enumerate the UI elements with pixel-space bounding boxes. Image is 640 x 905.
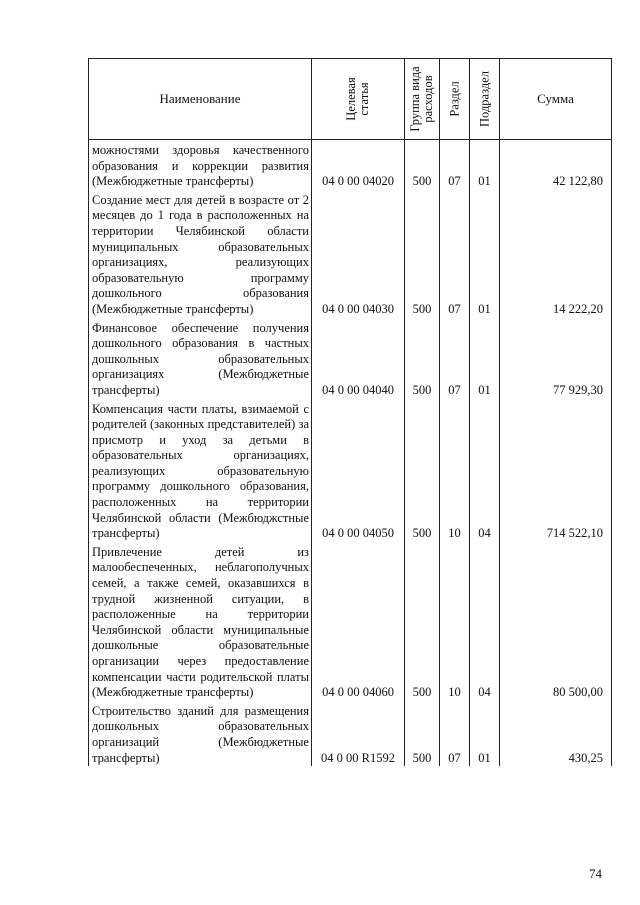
row-subsection-cell bbox=[469, 542, 499, 701]
row-section-cell bbox=[439, 190, 469, 318]
header-name: Наименование bbox=[159, 91, 241, 106]
budget-table bbox=[88, 58, 612, 766]
row-group-cell bbox=[404, 190, 439, 318]
row-code-cell bbox=[311, 318, 404, 399]
row-subsection: 04 bbox=[478, 685, 491, 700]
row-group: 500 bbox=[412, 301, 432, 316]
row-code: 04 0 00 R1592 bbox=[321, 750, 395, 765]
row-sum: 430,25 bbox=[568, 750, 603, 765]
row-code: 04 0 00 04020 bbox=[322, 174, 394, 189]
table-row bbox=[88, 542, 612, 701]
row-subsection-cell bbox=[469, 318, 499, 399]
row-group-cell bbox=[404, 701, 439, 766]
row-section-cell bbox=[439, 701, 469, 766]
page-number: 74 bbox=[589, 866, 602, 881]
row-group-cell bbox=[404, 542, 439, 701]
row-sum-cell bbox=[499, 399, 612, 542]
row-section-cell bbox=[439, 399, 469, 542]
row-subsection-cell bbox=[469, 399, 499, 542]
table-row bbox=[88, 701, 612, 766]
header-group-line2: расходов bbox=[421, 75, 435, 123]
row-code-cell bbox=[311, 140, 404, 190]
row-section-cell bbox=[439, 318, 469, 399]
row-sum-cell bbox=[499, 140, 612, 190]
header-name-cell bbox=[88, 59, 311, 139]
row-name: Финансовое обеспечение получения дошкольного образования в частных дошкольных образовательных организациях (Межбюджетные трансферты) bbox=[88, 318, 311, 399]
row-sum-cell bbox=[499, 318, 612, 399]
row-subsection-cell bbox=[469, 140, 499, 190]
header-group-cell bbox=[404, 59, 439, 139]
row-name: Компенсация части платы, взимаемой с родителей (законных представителей) за присмотр и уход за детьми в образовательных организациях, реализующих образовательную программу дошкольного образования, расположенных на территории Челябинской области (Межбюджстные трансферты) bbox=[88, 399, 311, 542]
row-code: 04 0 00 04040 bbox=[322, 382, 394, 397]
row-subsection-cell bbox=[469, 190, 499, 318]
row-section: 10 bbox=[448, 526, 461, 541]
row-section: 07 bbox=[448, 174, 461, 189]
header-section-cell bbox=[439, 59, 469, 139]
table-row bbox=[88, 190, 612, 318]
table-body bbox=[88, 140, 612, 766]
table-header bbox=[88, 58, 612, 140]
row-group: 500 bbox=[412, 685, 432, 700]
row-section: 07 bbox=[448, 750, 461, 765]
row-section: 07 bbox=[448, 301, 461, 316]
row-group-cell bbox=[404, 140, 439, 190]
header-code-line2: статья bbox=[357, 82, 371, 116]
header-section: Раздел bbox=[447, 81, 461, 117]
row-name: Строительство зданий для размещения дошкольных образовательных организаций (Межбюджетные трансферты) bbox=[88, 701, 311, 766]
row-sum-cell bbox=[499, 701, 612, 766]
header-group bbox=[409, 66, 435, 131]
table-row bbox=[88, 399, 612, 542]
row-group: 500 bbox=[412, 526, 432, 541]
row-name: Привлечение детей из малообеспеченных, неблагополучных семей, а также семей, оказавшихся в трудной жизненной ситуации, в расположенные на территории Челябинской области муниципальные дошкольные образовательные организации через предоставление компенсации части родительской платы (Межбюджетные трансферты) bbox=[88, 542, 311, 701]
header-group-line1: Группа вида bbox=[408, 66, 422, 132]
header-subsection-cell bbox=[469, 59, 499, 139]
row-subsection: 01 bbox=[478, 174, 491, 189]
row-name: Создание мест для детей в возрасте от 2 месяцев до 1 года в расположенных на территории Челябинской области муниципальных образовательных организациях, реализующих образовательную программу дошкольного образования (Межбюджетные трансферты) bbox=[88, 190, 311, 318]
header-subsection: Подраздел bbox=[477, 71, 491, 127]
header-sum: Сумма bbox=[537, 91, 574, 106]
row-sum: 42 122,80 bbox=[553, 174, 603, 189]
row-subsection: 01 bbox=[478, 750, 491, 765]
row-subsection: 01 bbox=[478, 301, 491, 316]
row-sum: 14 222,20 bbox=[553, 301, 603, 316]
row-group: 500 bbox=[412, 750, 432, 765]
table-row bbox=[88, 318, 612, 399]
row-subsection-cell bbox=[469, 701, 499, 766]
header-code-cell bbox=[311, 59, 404, 139]
row-code-cell bbox=[311, 399, 404, 542]
row-code: 04 0 00 04060 bbox=[322, 685, 394, 700]
row-section: 10 bbox=[448, 685, 461, 700]
row-section-cell bbox=[439, 542, 469, 701]
row-sum-cell bbox=[499, 190, 612, 318]
row-group: 500 bbox=[412, 174, 432, 189]
row-code: 04 0 00 04050 bbox=[322, 526, 394, 541]
row-subsection: 01 bbox=[478, 382, 491, 397]
row-sum-cell bbox=[499, 542, 612, 701]
row-code-cell bbox=[311, 701, 404, 766]
row-code-cell bbox=[311, 190, 404, 318]
row-section: 07 bbox=[448, 382, 461, 397]
row-sum: 714 522,10 bbox=[546, 526, 603, 541]
row-group: 500 bbox=[412, 382, 432, 397]
row-code: 04 0 00 04030 bbox=[322, 301, 394, 316]
header-sum-cell bbox=[499, 59, 612, 139]
row-group-cell bbox=[404, 399, 439, 542]
row-section-cell bbox=[439, 140, 469, 190]
row-name: можностями здоровья качественного образования и коррекции развития (Межбюджетные трансферты) bbox=[88, 140, 311, 190]
row-sum: 77 929,30 bbox=[553, 382, 603, 397]
header-code-line1: Целевая bbox=[344, 77, 358, 121]
row-code-cell bbox=[311, 542, 404, 701]
row-sum: 80 500,00 bbox=[553, 685, 603, 700]
header-code bbox=[345, 77, 371, 120]
row-subsection: 04 bbox=[478, 526, 491, 541]
row-group-cell bbox=[404, 318, 439, 399]
table-row bbox=[88, 140, 612, 190]
